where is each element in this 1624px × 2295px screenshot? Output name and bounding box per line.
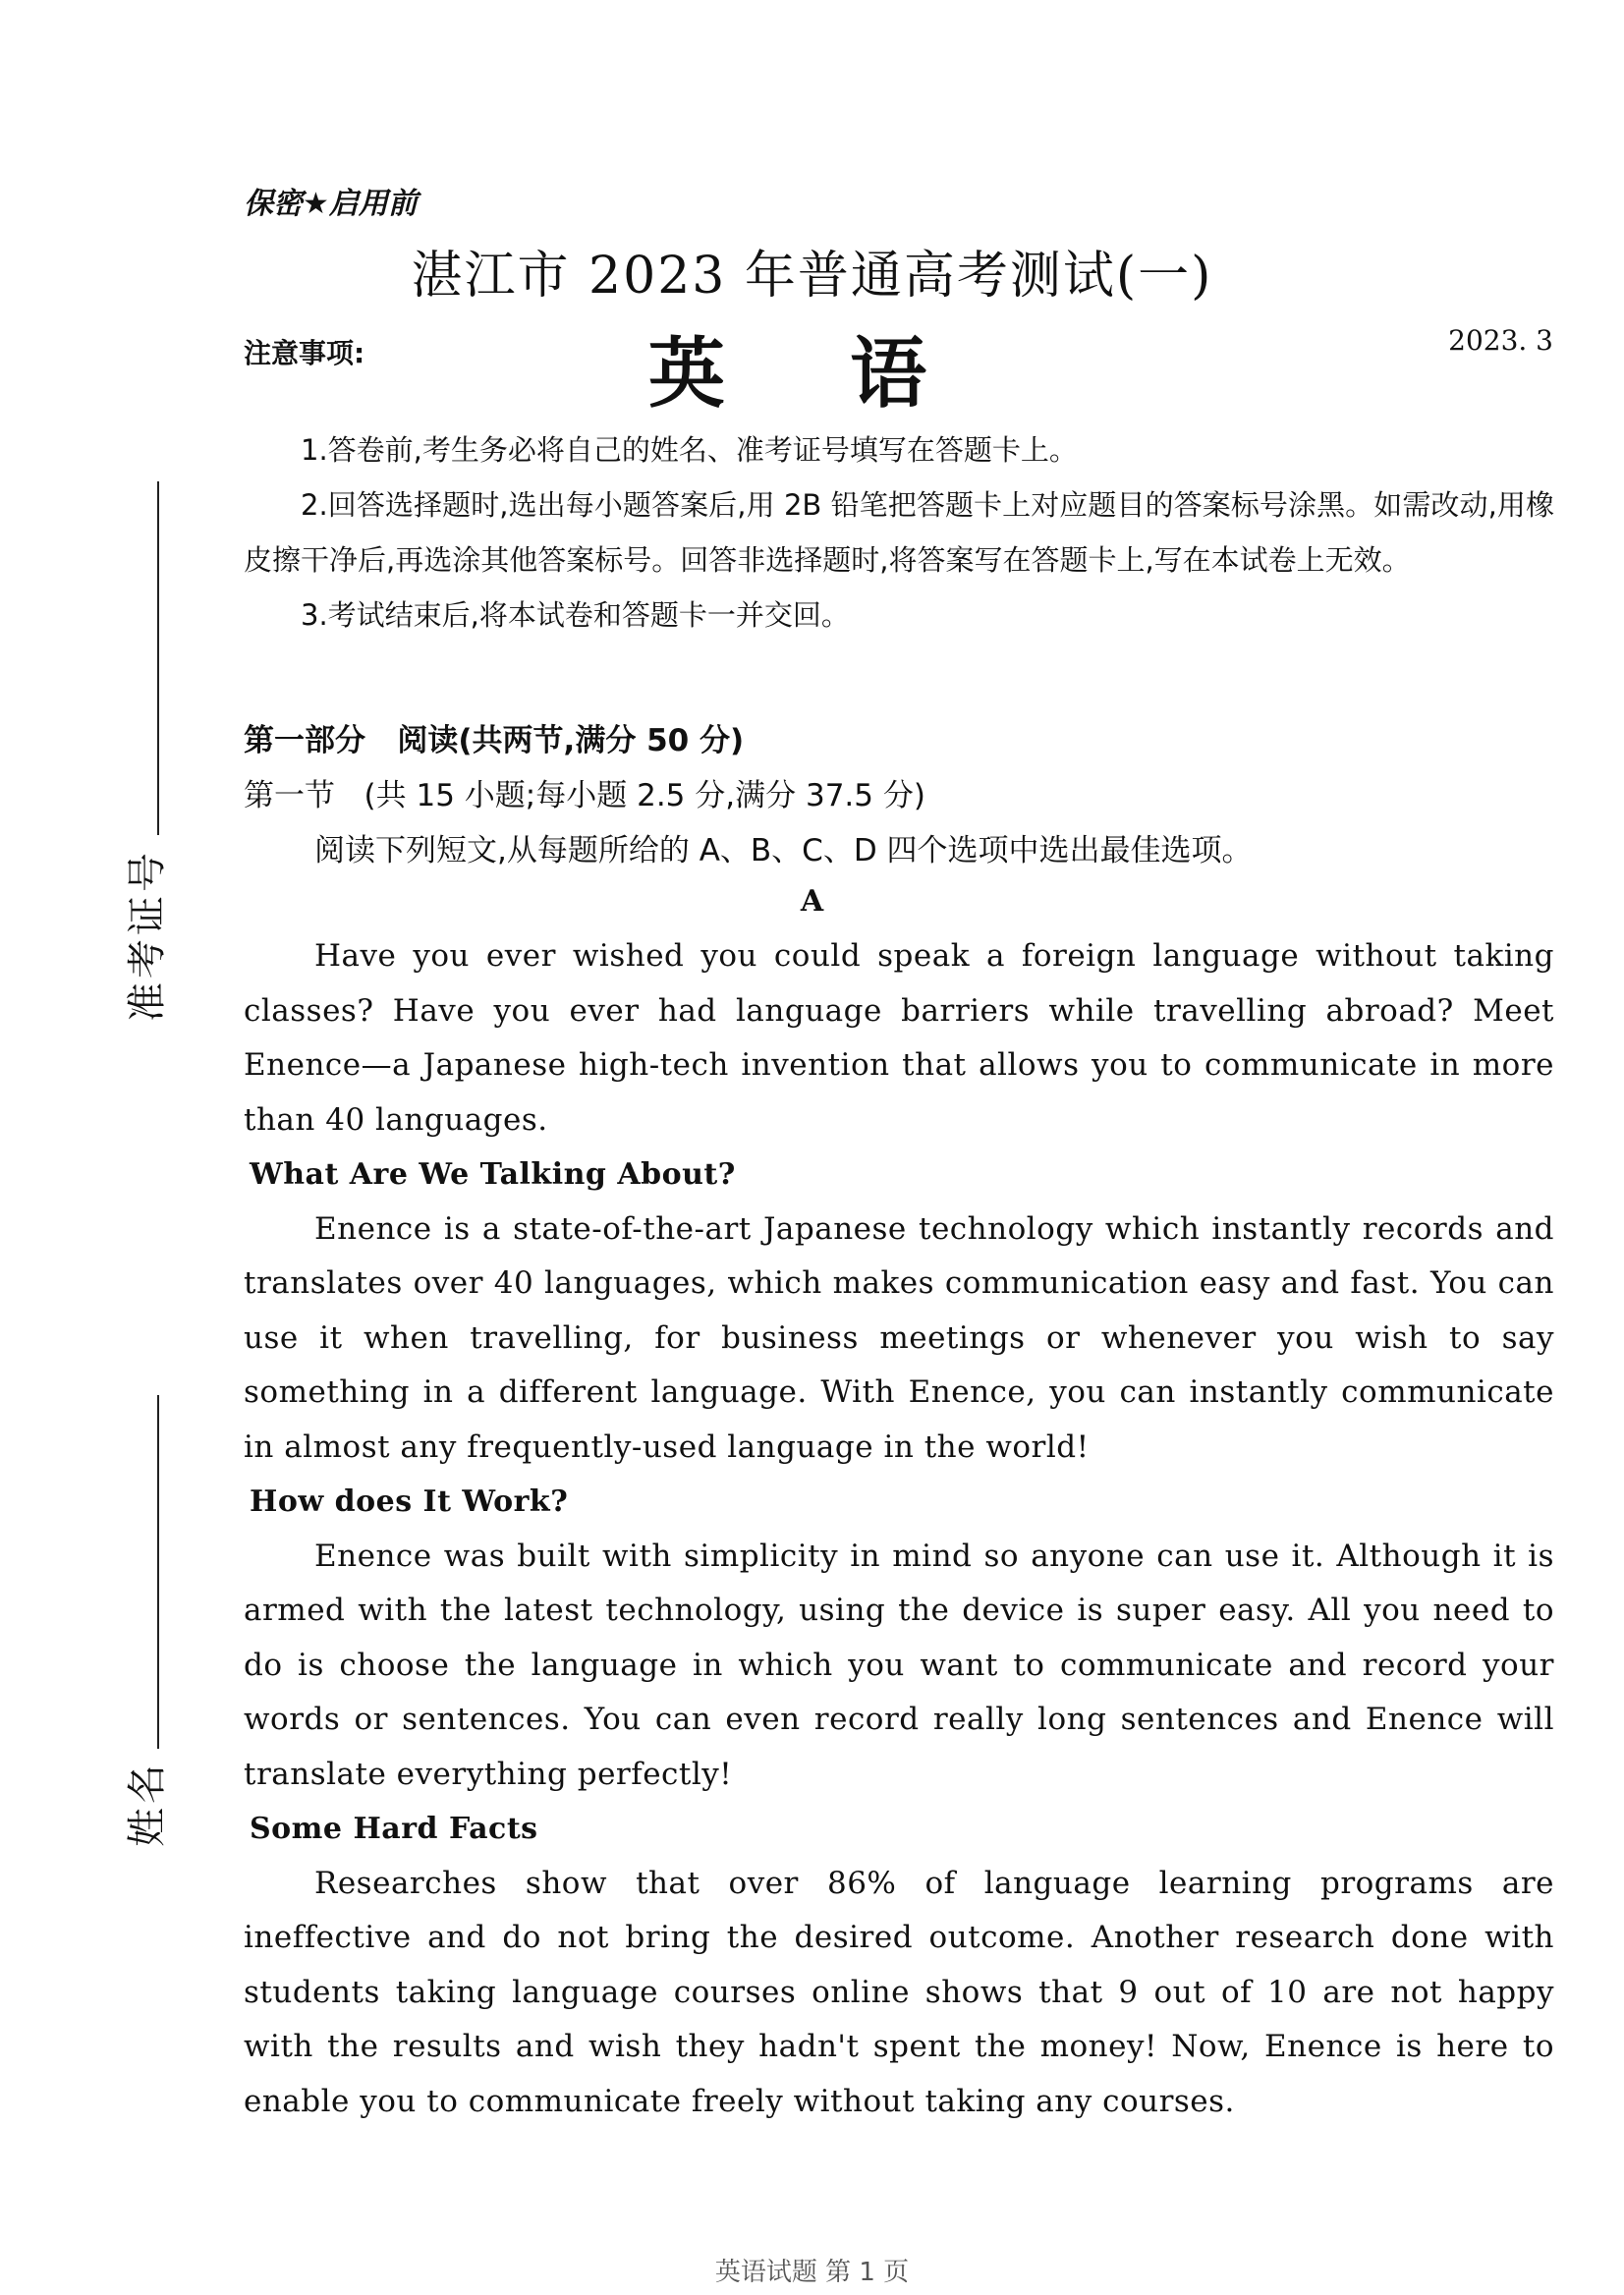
- passage-paragraph: Enence was built with simplicity in mind so anyone can use it. Although it is armed with the latest technology, using the device is super easy. All you need to do is choose the language in which you want to communicate and record your words or sentences. You can even record really long sentences and Enence will translate everything perfectly!: [244, 1538, 1554, 1792]
- passage-paragraph: Enence is a state-of-the-art Japanese technology which instantly records and translates over 40 languages, which makes communication easy and fast. You can use it when travelling, for business meetings or whenever you wish to say something in a different language. With Enence, you can instantly communicate in almost any frequently-used language in the world!: [244, 1210, 1554, 1465]
- reading-instruction: 阅读下列短文,从每题所给的 A、B、C、D 四个选项中选出最佳选项。: [314, 833, 1253, 868]
- passage-label: A: [800, 884, 824, 919]
- exam-title: 湛江市 2023 年普通高考测试(一): [411, 247, 1213, 306]
- exam-number-label: 准考证号: [125, 849, 170, 1022]
- notice-heading: 注意事项:: [244, 337, 365, 369]
- page-footer: 英语试题 第 1 页: [714, 2258, 910, 2287]
- name-line: [157, 1395, 159, 1749]
- note-item: 3.考试结束后,将本试卷和答题卡一并交回。: [301, 598, 850, 632]
- name-label: 姓名: [125, 1761, 170, 1847]
- passage-paragraph: Have you ever wished you could speak a foreign language without taking classes? Have you ever had language barriers while travelling abroad? Meet Enence—a Japanese high-tech invention that allows you to communicate in more than 40 languages.: [244, 938, 1554, 1138]
- passage-heading: What Are We Talking About?: [250, 1157, 736, 1192]
- exam-number-line: [157, 481, 159, 835]
- passage-heading: How does It Work?: [250, 1484, 569, 1519]
- exam-date: 2023. 3: [1448, 324, 1553, 357]
- passage-heading: Some Hard Facts: [250, 1812, 538, 1846]
- note-item: 2.回答选择题时,选出每小题答案后,用 2B 铅笔把答题卡上对应题目的答案标号涂黑。如需改动,用橡皮擦干净后,再选涂其他答案标号。回答非选择题时,将答案写在答题卡上,写在本试卷上无效。: [244, 488, 1554, 577]
- subject-title: 英 语: [647, 330, 977, 419]
- section-sub-heading: 第一节 (共 15 小题;每小题 2.5 分,满分 37.5 分): [244, 778, 925, 813]
- confidential-mark: 保密★启用前: [244, 187, 418, 221]
- note-item: 1.答卷前,考生务必将自己的姓名、准考证号填写在答题卡上。: [301, 433, 1078, 467]
- exam-notes: [244, 422, 1554, 643]
- section-part-heading: 第一部分 阅读(共两节,满分 50 分): [244, 723, 745, 758]
- passage-paragraph: Researches show that over 86% of language learning programs are ineffective and do not bring the desired outcome. Another research done with students taking language courses online shows that 9 out of 10 are not happy with the results and wish they hadn't spent the money! Now, Enence is here to enable you to communicate freely without taking any courses.: [244, 1865, 1554, 2119]
- passage-a: [244, 929, 1554, 2129]
